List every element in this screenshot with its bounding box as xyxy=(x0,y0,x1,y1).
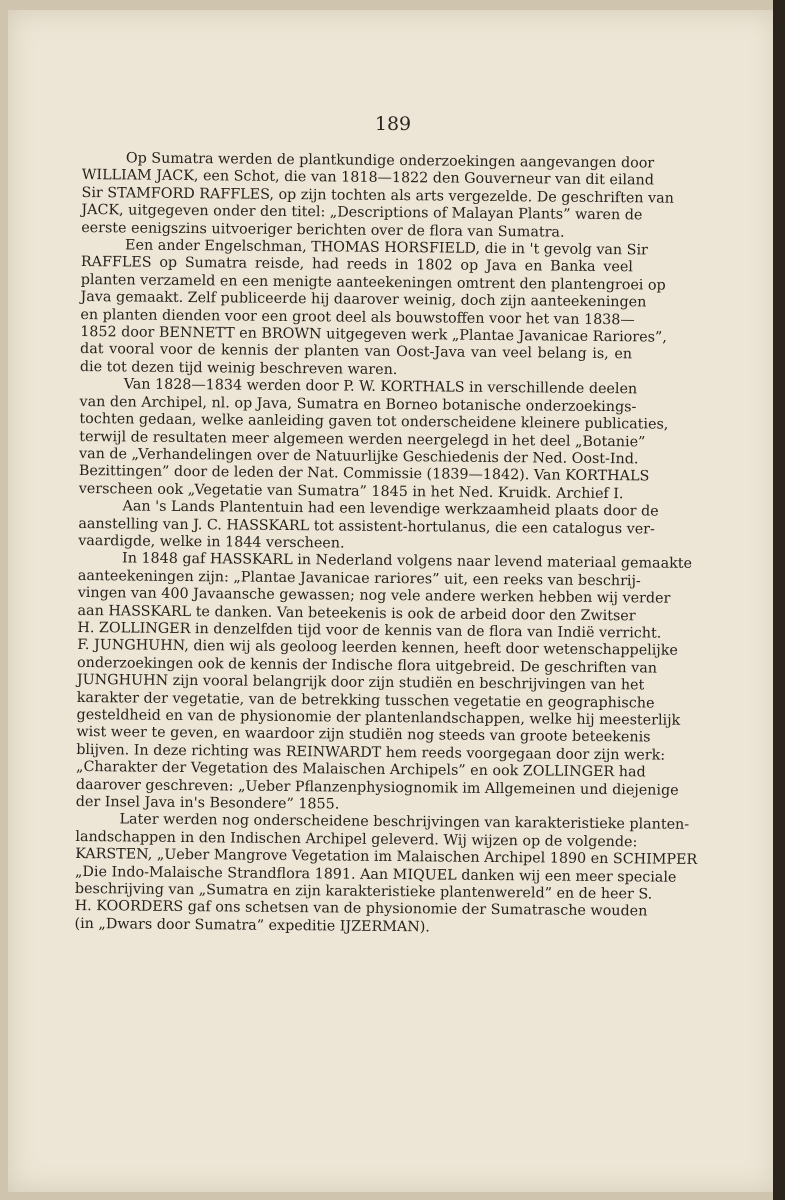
text-line: H. KOORDERS gaf ons schetsen van de physionomie der Sumatrasche wouden xyxy=(74,898,648,920)
text-line: dat vooral voor de kennis der planten van Oost-Java van veel belang is, en xyxy=(80,341,633,363)
text-line: KARSTEN, „Ueber Mangrove Vegetation im Malaischen Archipel 1890 en SCHIMPER xyxy=(75,846,698,869)
text-line: aanstelling van J. C. HASSKARL tot assistent-hortulanus, die een catalogus ver- xyxy=(78,515,655,538)
text-line: wist weer te geven, en waardoor zijn studiën nog steeds van groote beteekenis xyxy=(76,724,651,746)
paragraph xyxy=(75,550,693,816)
text-line: Een ander Engelschman, THOMAS HORSFIELD, die in 't gevolg van Sir xyxy=(125,237,648,259)
paragraph xyxy=(78,498,659,556)
text-line: WILLIAM JACK, een Schot, die van 1818—1822 den Gouverneur van dit eiland xyxy=(81,167,654,189)
text-line: verscheen ook „Vegetatie van Sumatra” 1845 in het Ned. Kruidk. Archief I. xyxy=(78,480,624,502)
text-line: blijven. In deze richting was REINWARDT hem reeds voorgegaan door zijn werk: xyxy=(76,741,666,764)
text-line: van de „Verhandelingen over de Natuurlijke Geschiedenis der Ned. Oost-Ind. xyxy=(79,445,639,468)
text-line: JACK, uitgegeven onder den titel: „Descriptions of Malayan Plants” waren de xyxy=(81,202,643,224)
paragraph xyxy=(81,150,674,242)
text-line: en planten dienden voor een groot deel als bouwstoffen voor het van 1838— xyxy=(80,306,635,328)
text-line: „Die Indo-Malaische Strandflora 1891. Aan MIQUEL danken wij een meer speciale xyxy=(74,863,677,886)
text-line: eerste eenigszins uitvoeriger berichten over de flora van Sumatra. xyxy=(81,219,565,241)
text-line: RAFFLES op Sumatra reisde, had reeds in 1802 op Java en Banka veel xyxy=(80,254,633,276)
text-line: der Insel Java in's Besondere” 1855. xyxy=(75,794,340,813)
text-line: planten verzameld en een menigte aanteekeningen omtrent den plantengroei op xyxy=(80,271,666,294)
text-line: tochten gedaan, welke aanleiding gaven tot onderscheidene kleinere publicaties, xyxy=(79,411,669,433)
text-line: Java gemaakt. Zelf publiceerde hij daarover weinig, doch zijn aanteekeningen xyxy=(80,289,647,311)
text-line: Van 1828—1834 werden door P. W. KORTHALS in verschillende deelen xyxy=(123,376,638,398)
text-line: JUNGHUHN zijn vooral belangrijk door zijn studiën en beschrijvingen van het xyxy=(76,672,645,694)
text-line: Bezittingen” door de leden der Nat. Commissie (1839—1842). Van KORTHALS xyxy=(78,463,650,485)
book-page xyxy=(8,10,778,1192)
text-line: Aan 's Lands Plantentuin had een levendige werkzaamheid plaats door de xyxy=(122,498,659,520)
text-line: aan HASSKARL te danken. Van beteekenis is ook de arbeid door den Zwitser xyxy=(77,602,636,624)
text-line: van den Archipel, nl. op Java, Sumatra en Borneo botanische onderzoekings- xyxy=(79,393,637,416)
text-line: Op Sumatra werden de plantkundige onderzoekingen aangevangen door xyxy=(125,150,655,172)
text-line: onderzoekingen ook de kennis der Indische flora uitgebreid. De geschriften van xyxy=(77,654,658,677)
text-line: (in „Dwars door Sumatra” expeditie IJZERMAN). xyxy=(74,915,430,936)
text-line: Later werden nog onderscheidene beschrijvingen van karakteristieke planten- xyxy=(119,811,690,834)
page-number: 189 xyxy=(374,113,412,135)
scan-border xyxy=(773,0,785,1200)
text-line: vingen van 400 Javaansche gewassen; nog vele andere werken hebben wij verder xyxy=(77,585,671,607)
text-line: 1852 door BENNETT en BROWN uitgegeven werk „Plantae Javanicae Rariores”, xyxy=(80,324,667,346)
text-line: „Charakter der Vegetation des Malaischen Archipels” en ook ZOLLINGER had xyxy=(75,759,646,781)
text-line: Sir STAMFORD RAFFLES, op zijn tochten als arts vergezelde. De geschriften van xyxy=(81,184,674,207)
paragraph xyxy=(79,237,667,382)
text-line: karakter der vegetatie, van de betrekking tusschen vegetatie en geographische xyxy=(76,689,655,712)
text-line: aanteekeningen zijn: „Plantae Javanicae rariores” uit, een reeks van beschrij- xyxy=(77,567,641,590)
text-line: landschappen in den Indischen Archipel geleverd. Wij wijzen op de volgende: xyxy=(75,828,638,851)
paragraph xyxy=(74,811,698,938)
text-line: daarover geschreven: „Ueber Pflanzenphysiognomik im Allgemeinen und diejenige xyxy=(75,776,679,799)
text-line: gesteldheid en van de physionomie der plantenlandschappen, welke hij meesterlijk xyxy=(76,706,681,729)
text-line: vaardigde, welke in 1844 verscheen. xyxy=(78,532,345,552)
text-line: beschrijving van „Sumatra en zijn karakteristieke plantenwereld” en de heer S. xyxy=(74,881,653,903)
text-line: H. ZOLLINGER in denzelfden tijd voor de kennis van de flora van Indië verricht. xyxy=(77,619,662,642)
text-line: die tot dezen tijd weinig beschreven waren. xyxy=(79,358,398,378)
text-line: terwijl de resultaten meer algemeen werden neergelegd in het deel „Botanie” xyxy=(79,428,646,450)
paragraph xyxy=(78,376,669,503)
body-text xyxy=(74,150,698,939)
text-line: In 1848 gaf HASSKARL in Nederland volgens naar levend materiaal gemaakte xyxy=(122,550,693,573)
text-line: F. JUNGHUHN, dien wij als geoloog leerden kennen, heeft door wetenschappelijke xyxy=(77,637,678,660)
